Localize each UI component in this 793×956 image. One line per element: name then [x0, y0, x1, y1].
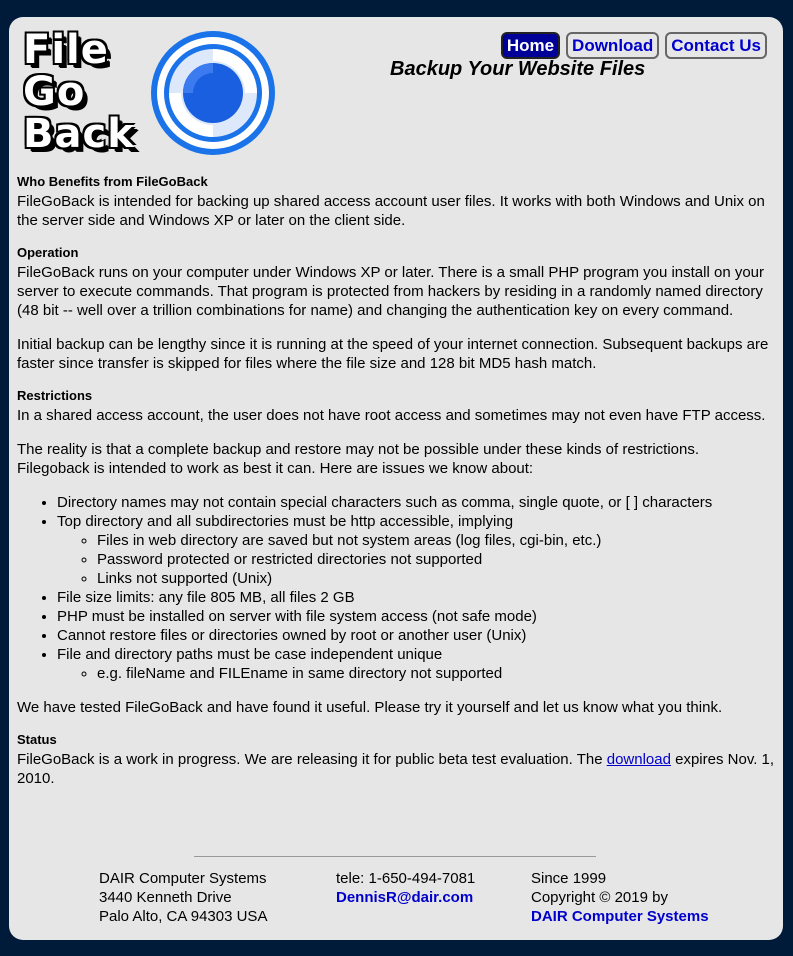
sub-list: [57, 531, 775, 588]
logo-line: Go: [23, 69, 86, 115]
paragraph: FileGoBack runs on your computer under Windows XP or later. There is a small PHP program you install on your server to execute commands. That program is protected from hackers by residing in a randomly named directory (48 bit -- well over a trillion combinations for name) and changing the authentication key on every command.: [17, 264, 765, 319]
footer-city: Palo Alto, CA 94303 USA: [99, 908, 268, 925]
section-heading-who: Who Benefits from FileGoBack: [17, 174, 208, 189]
restrictions-list: [17, 493, 775, 683]
list-item: • PHP must be installed on server with file system access (not safe mode): [57, 607, 775, 626]
list-item: [57, 645, 775, 683]
logo-text[interactable]: [23, 29, 135, 155]
paragraph: Initial backup can be lengthy since it is running at the speed of your internet connection. Subsequent backups are faster since transfer is skipped for files where the file size and 128 bit MD5 hash match.: [17, 336, 769, 372]
logo-line: Back: [23, 111, 135, 157]
status-text: expires Nov. 1, 2010.: [17, 751, 775, 787]
sub-list-item: ◦ Files in web directory are saved but not system areas (log files, cgi-bin, etc.): [97, 531, 775, 550]
top-nav: [501, 32, 767, 59]
logo-line: File: [23, 27, 109, 73]
sub-list: [57, 664, 775, 683]
main-content: [17, 174, 775, 803]
footer-contact: [336, 869, 475, 907]
sub-list-item: ◦ e.g. fileName and FILEname in same directory not supported: [97, 664, 775, 683]
swirl-logo-icon[interactable]: [149, 29, 277, 157]
tagline: Backup Your Website Files: [390, 58, 646, 80]
footer-copyright-text: Copyright © 2019 by: [531, 889, 668, 906]
list-item-text: File and directory paths must be case independent unique: [57, 646, 443, 663]
paragraph: We have tested FileGoBack and have found it useful. Please try it yourself and let us know what you think.: [17, 699, 723, 716]
footer-divider: [194, 856, 596, 857]
paragraph: In a shared access account, the user does not have root access and sometimes may not even have FTP access.: [17, 407, 766, 424]
paragraph: The reality is that a complete backup and restore may not be possible under these kinds of restrictions. Filegoback is intended to work as best it can. Here are issues we know about:: [17, 441, 700, 477]
list-item: • Directory names may not contain special characters such as comma, single quote, or [ ] characters: [57, 493, 775, 512]
section-heading-status: Status: [17, 732, 57, 747]
footer-email-link[interactable]: DennisR@dair.com: [336, 889, 474, 906]
section-heading-operation: Operation: [17, 245, 79, 260]
footer-since: Since 1999: [531, 870, 607, 887]
footer-street: 3440 Kenneth Drive: [99, 889, 232, 906]
section-heading-restrictions: Restrictions: [17, 388, 93, 403]
nav-home-button[interactable]: Home: [501, 32, 560, 59]
list-item-text: Top directory and all subdirectories must be http accessible, implying: [57, 513, 514, 530]
status-text: FileGoBack is a work in progress. We are releasing it for public beta test evaluation. The: [17, 751, 607, 768]
page-card: [9, 17, 783, 940]
list-item: • File size limits: any file 805 MB, all files 2 GB: [57, 588, 775, 607]
sub-list-item: ◦ Links not supported (Unix): [97, 569, 775, 588]
nav-contact-button[interactable]: Contact Us: [665, 32, 767, 59]
list-item: [57, 512, 775, 588]
footer-address: [99, 869, 267, 926]
footer-copyright: [531, 869, 709, 926]
download-link[interactable]: download: [606, 751, 671, 768]
footer-company-link[interactable]: DAIR Computer Systems: [531, 908, 709, 925]
sub-list-item: ◦ Password protected or restricted directories not supported: [97, 550, 775, 569]
footer-company: DAIR Computer Systems: [99, 870, 267, 887]
nav-download-button[interactable]: Download: [566, 32, 659, 59]
paragraph: [17, 750, 775, 788]
paragraph: FileGoBack is intended for backing up shared access account user files. It works with both Windows and Unix on the server side and Windows XP or later on the client side.: [17, 193, 765, 229]
list-item: • Cannot restore files or directories owned by root or another user (Unix): [57, 626, 775, 645]
footer-phone: tele: 1-650-494-7081: [336, 870, 476, 887]
